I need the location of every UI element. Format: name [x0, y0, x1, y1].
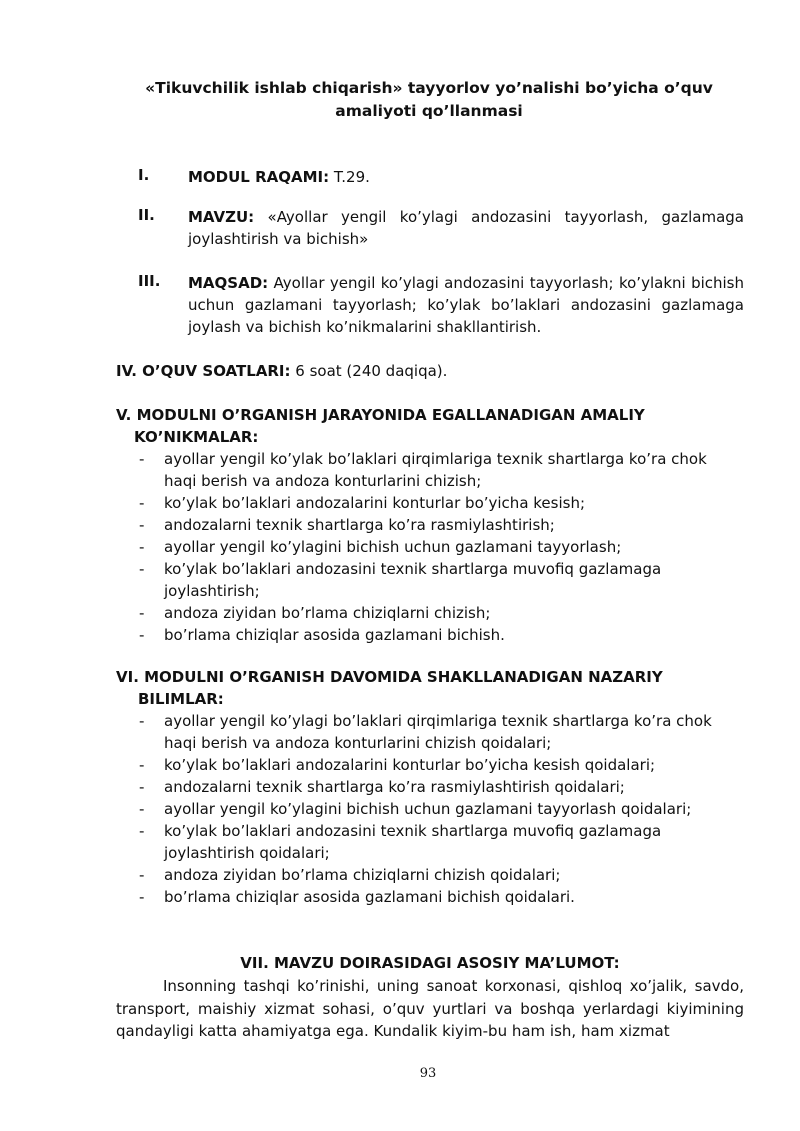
- section-heading: [116, 666, 744, 710]
- list-item: - ayollar yengil ko’ylagi bo’laklari qirqimlariga texnik shartlarga ko’ra chok haqi berish va andoza konturlarini chizish qoidalari;: [139, 712, 712, 752]
- list-item: - andozalarni texnik shartlarga ko’ra rasmiylashtirish qoidalari;: [139, 778, 625, 796]
- section-label: MODUL RAQAMI:: [188, 168, 330, 186]
- heading-line-2: KO’NIKMALAR:: [134, 428, 259, 446]
- list-item: - ayollar yengil ko’ylagini bichish uchun gazlamani tayyorlash;: [139, 538, 622, 556]
- section-topic: [138, 206, 744, 250]
- skills-list: [116, 448, 744, 646]
- list-item: - andoza ziyidan bo’rlama chiziqlarni chizish qoidalari;: [139, 866, 561, 884]
- document-title: [115, 77, 743, 123]
- section-numeral: II.: [138, 206, 155, 224]
- page-number: 93: [419, 1066, 437, 1081]
- section-module-number: [138, 166, 744, 188]
- heading-line-1: VI. MODULNI O’RGANISH DAVOMIDA SHAKLLANADIGAN NAZARIY: [116, 668, 663, 686]
- list-item: - bo’rlama chiziqlar asosida gazlamani bichish qoidalari.: [139, 888, 575, 906]
- list-item: - ko’ylak bo’laklari andozasini texnik shartlarga muvofiq gazlamaga joylashtirish;: [139, 560, 662, 600]
- heading-line-2: BILIMLAR:: [138, 690, 224, 708]
- section-theoretical-knowledge: [116, 666, 744, 908]
- section-study-hours: [116, 360, 744, 382]
- title-line-2: amaliyoti qo’llanmasi: [335, 102, 523, 120]
- section-text: 6 soat (240 daqiqa).: [290, 362, 448, 380]
- main-info-paragraph: Insonning tashqi ko’rinishi, uning sanoat korxonasi, qishloq xo’jalik, savdo, transport, maishiy xizmat sohasi, o’quv yurtlari va boshqa yerlardagi kiyimining qandayligi katta ahamiyatga ega. Kundalik kiyim-bu ham ish, ham xizmat: [116, 977, 744, 1040]
- list-item: - andozalarni texnik shartlarga ko’ra rasmiylashtirish;: [139, 516, 555, 534]
- list-item: - ko’ylak bo’laklari andozasini texnik shartlarga muvofiq gazlamaga joylashtirish qoidalari;: [139, 822, 662, 862]
- knowledge-list: [116, 710, 744, 908]
- section-label: MAVZU:: [188, 208, 255, 226]
- section-numeral: III.: [138, 272, 161, 290]
- section-text: «Ayollar yengil ko’ylagi andozasini tayyorlash, gazlamaga joylashtirish va bichish»: [188, 208, 744, 248]
- section-heading: [116, 404, 744, 448]
- section-text: T.29.: [329, 168, 370, 186]
- heading-line-1: V. MODULNI O’RGANISH JARAYONIDA EGALLANADIGAN AMALIY: [116, 406, 645, 424]
- section-numeral: I.: [138, 166, 150, 184]
- section-text: Ayollar yengil ko’ylagi andozasini tayyorlash; ko’ylakni bichish uchun gazlamani tayyorlash; ko’ylak bo’laklari andozasini gazlamaga joylash va bichish ko’nikmalarini shakllantirish.: [188, 274, 744, 336]
- section-label: IV. O’QUV SOATLARI:: [116, 362, 291, 380]
- section-practical-skills: [116, 404, 744, 646]
- section-goal: [138, 272, 744, 338]
- list-item: - bo’rlama chiziqlar asosida gazlamani bichish.: [139, 626, 505, 644]
- section-label: MAQSAD:: [188, 274, 269, 292]
- title-line-1: «Tikuvchilik ishlab chiqarish» tayyorlov yo’nalishi bo’yicha o’quv: [145, 79, 713, 97]
- list-item: - andoza ziyidan bo’rlama chiziqlarni chizish;: [139, 604, 491, 622]
- section-main-info-heading: VII. MAVZU DOIRASIDAGI ASOSIY MA’LUMOT:: [240, 954, 620, 972]
- list-item: - ayollar yengil ko’ylagini bichish uchun gazlamani tayyorlash qoidalari;: [139, 800, 692, 818]
- list-item: - ayollar yengil ko’ylak bo’laklari qirqimlariga texnik shartlarga ko’ra chok haqi berish va andoza konturlarini chizish;: [139, 450, 707, 490]
- list-item: - ko’ylak bo’laklari andozalarini konturlar bo’yicha kesish;: [139, 494, 586, 512]
- list-item: - ko’ylak bo’laklari andozalarini konturlar bo’yicha kesish qoidalari;: [139, 756, 656, 774]
